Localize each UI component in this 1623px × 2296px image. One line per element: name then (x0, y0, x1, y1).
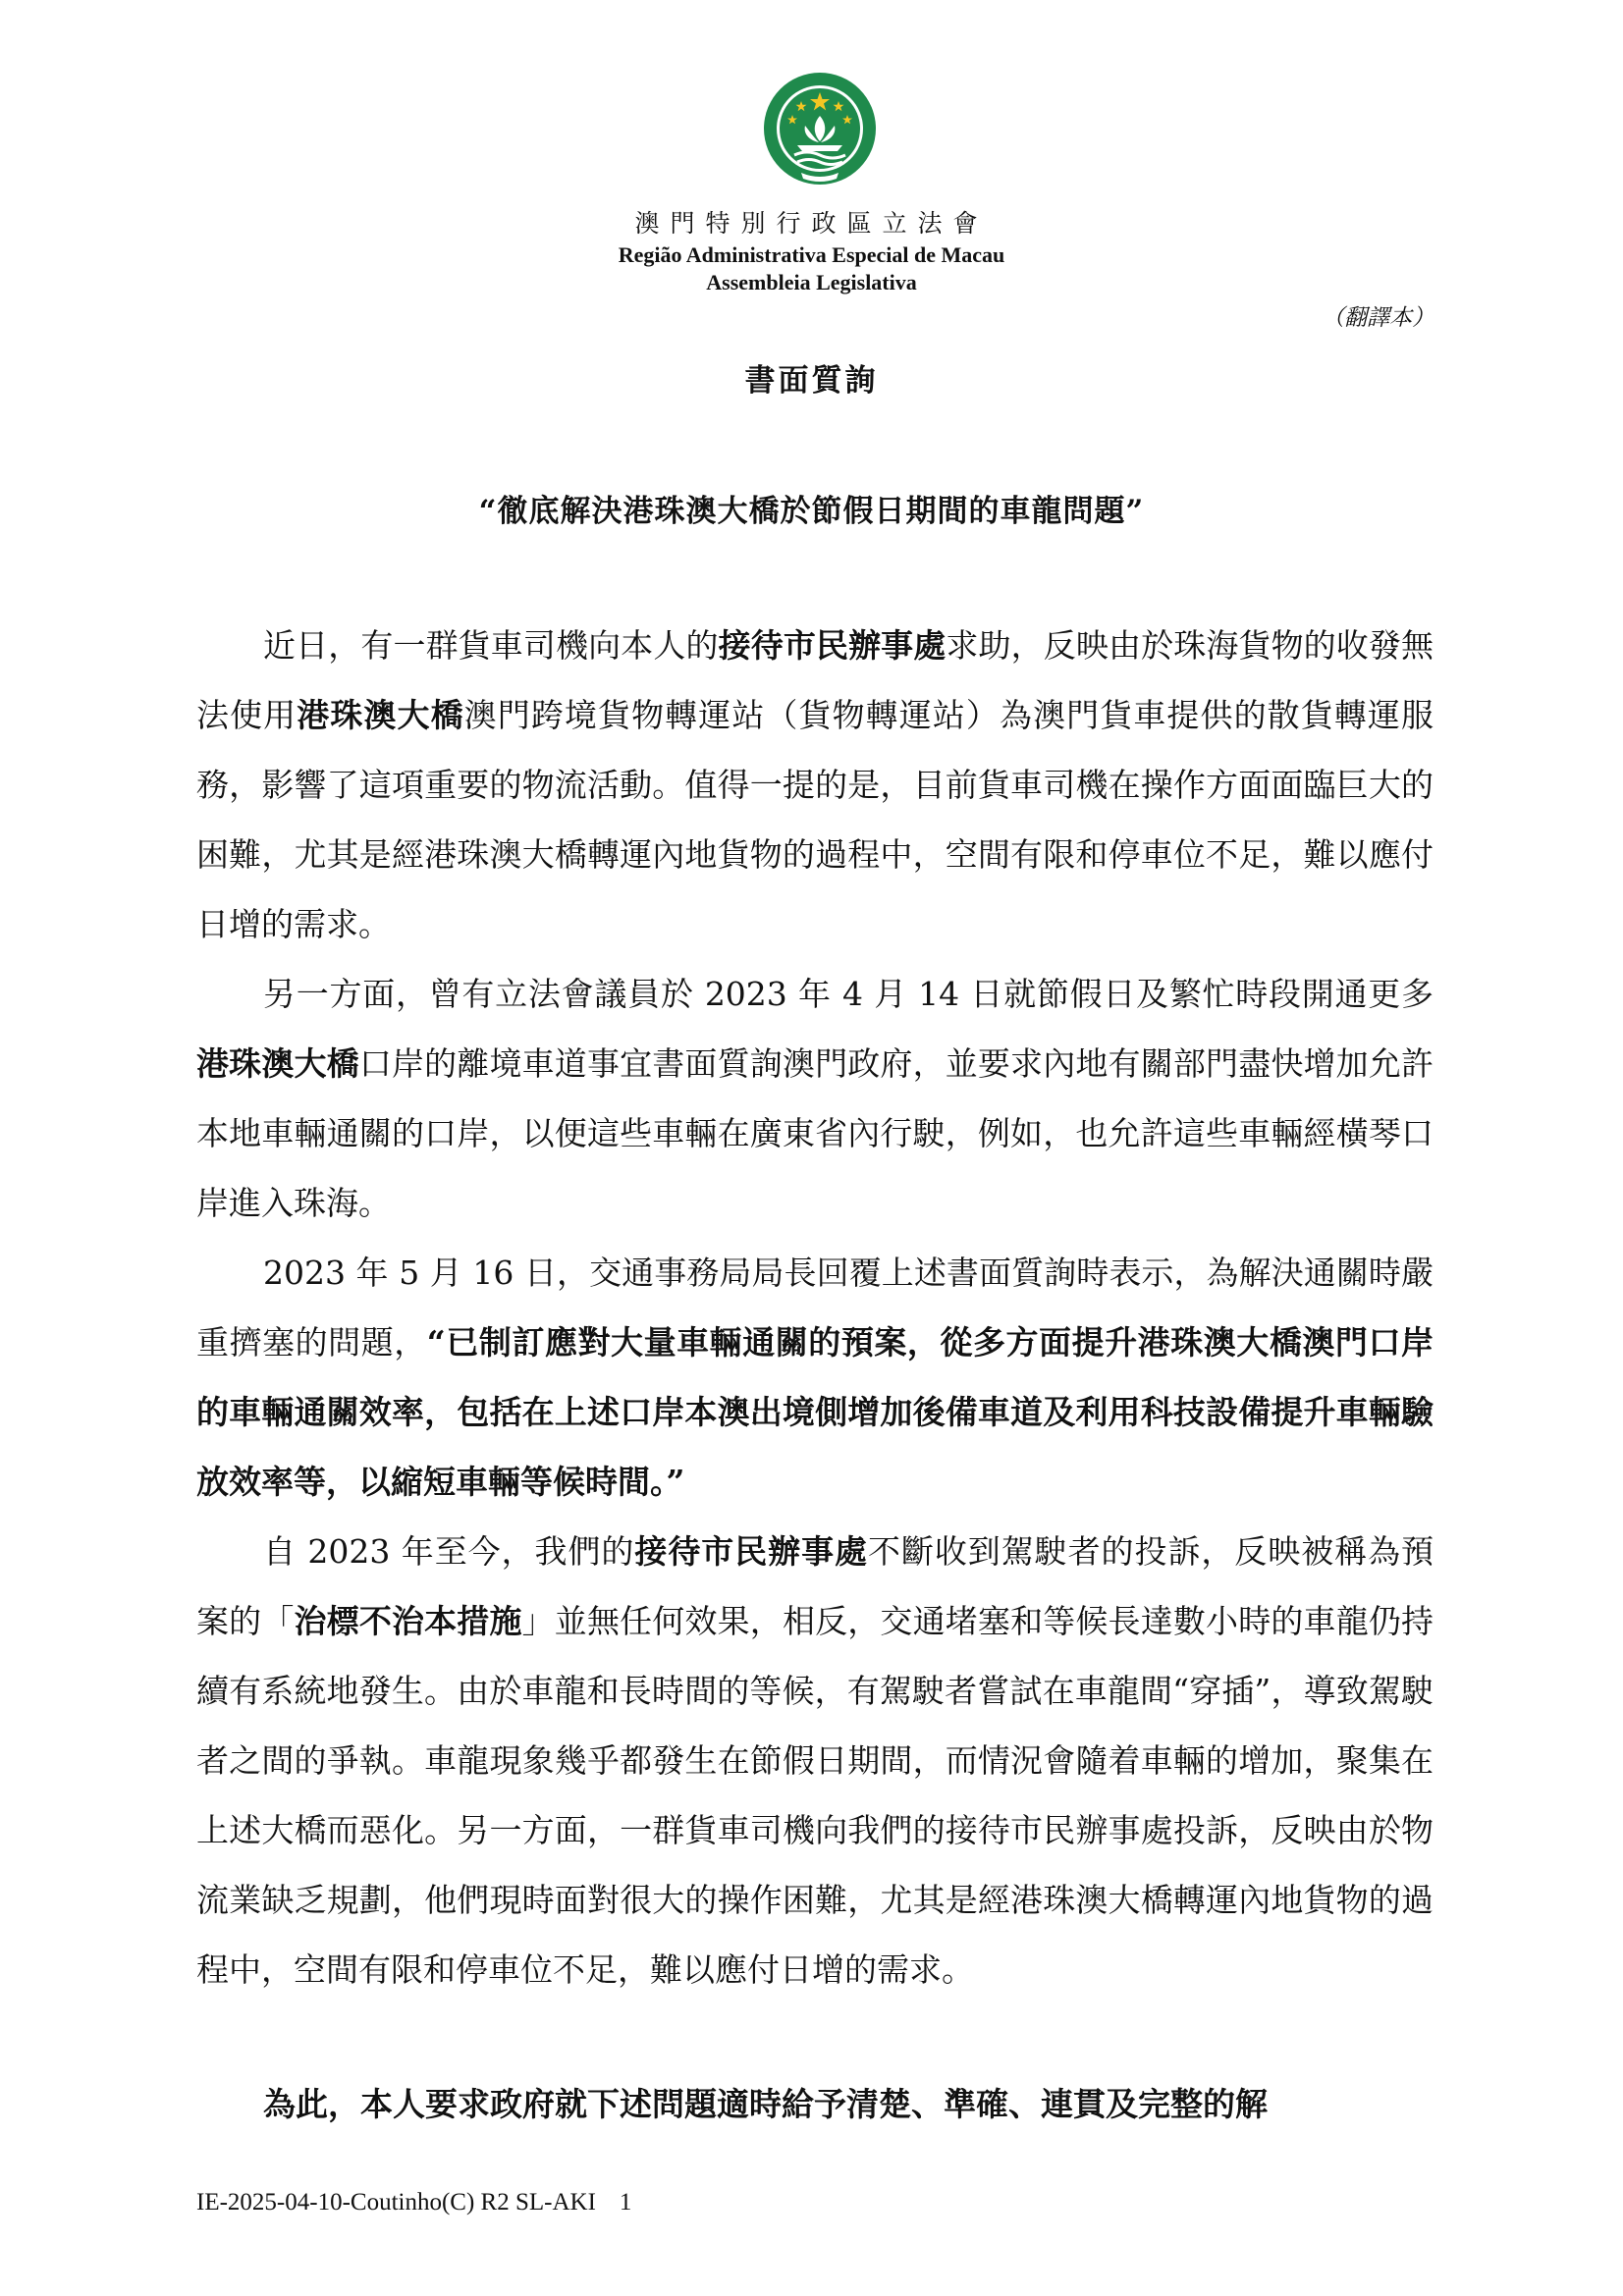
org-name-chinese: 澳門特別行政區立法會 (634, 209, 989, 238)
document-title: “徹底解決港珠澳大橋於節假日期間的車龍問題” (478, 494, 1145, 529)
closing-statement: 為此，本人要求政府就下述問題適時給予清楚、準確、連貫及完整的解 (263, 2085, 1268, 2123)
paragraph-3 (196, 1238, 1434, 1517)
paragraph-2 (196, 959, 1434, 1238)
paragraph-text: 自 2023 年至今，我們的 (263, 1532, 635, 1571)
paragraph-text: 求助，反映由於珠海貨物的收發無法使用 (196, 626, 1434, 734)
paragraph-text: 不斷收到駕駛者的投訴，反映被稱為預案的「 (196, 1532, 1434, 1640)
emphasis-text: 治標不治本措施 (294, 1602, 522, 1640)
paragraph-text: 2023 年 5 月 16 日，交通事務局局長回覆上述書面質詢時表示，為解決通關時嚴重擠塞的問題， (196, 1254, 1434, 1362)
page-footer (196, 2189, 631, 2216)
macau-emblem-icon (762, 71, 878, 187)
org-name-portuguese-line2: Assembleia Legislativa (706, 270, 917, 294)
emphasis-text: 港珠澳大橋 (297, 696, 464, 734)
paragraph-1 (196, 611, 1434, 959)
paragraph-text: 口岸的離境車道事宜書面質詢澳門政府，並要求內地有關部門盡快增加允許本地車輛通關的口岸，以便這些車輛在廣東省內行駛，例如，也允許這些車輛經橫琴口岸進入珠海。 (196, 1044, 1434, 1222)
paragraph-4 (196, 1517, 1434, 2004)
paragraph-text: 近日，有一群貨車司機向本人的 (263, 626, 719, 665)
document-reference: IE-2025-04-10-Coutinho(C) R2 SL-AKI (196, 2189, 596, 2216)
emphasis-text: 港珠澳大橋 (196, 1044, 359, 1083)
quoted-reply: “已制訂應對大量車輛通關的預案，從多方面提升港珠澳大橋澳門口岸的車輛通關效率，包括在上述口岸本澳出境側增加後備車道及利用科技設備提升車輛驗放效率等，以縮短車輛等候時間。” (196, 1323, 1434, 1501)
emphasis-text: 接待市民辦事處 (634, 1532, 868, 1571)
translation-note: （翻譯本） (1322, 305, 1434, 331)
page-number: 1 (619, 2189, 632, 2216)
paragraph-text: 」並無任何效果，相反，交通堵塞和等候長達數小時的車龍仍持續有系統地發生。由於車龍和長時間的等候，有駕駛者嘗試在車龍間“穿插”，導致駕駛者之間的爭執。車龍現象幾乎都發生在節假日期間，而情況會隨着車輛的增加，聚集在上述大橋而惡化。另一方面，一群貨車司機向我們的接待市民辦事處投訴，反映由於物流業缺乏規劃，他們現時面對很大的操作困難，尤其是經港珠澳大橋轉運內地貨物的過程中，空間有限和停車位不足，難以應付日增的需求。 (196, 1602, 1434, 1989)
emphasis-text: 接待市民辦事處 (718, 626, 947, 665)
document-type: 書面質詢 (744, 363, 879, 399)
paragraph-text: 澳門跨境貨物轉運站（貨物轉運站）為澳門貨車提供的散貨轉運服務，影響了這項重要的物流活動。值得一提的是，目前貨車司機在操作方面面臨巨大的困難，尤其是經港珠澳大橋轉運內地貨物的過程中，空間有限和停車位不足，難以應付日增的需求。 (196, 696, 1434, 943)
org-name-portuguese-line1: Região Administrativa Especial de Macau (618, 242, 1005, 267)
paragraph-text: 另一方面，曾有立法會議員於 2023 年 4 月 14 日就節假日及繁忙時段開通更多 (263, 975, 1434, 1013)
document-body (196, 611, 1434, 2004)
